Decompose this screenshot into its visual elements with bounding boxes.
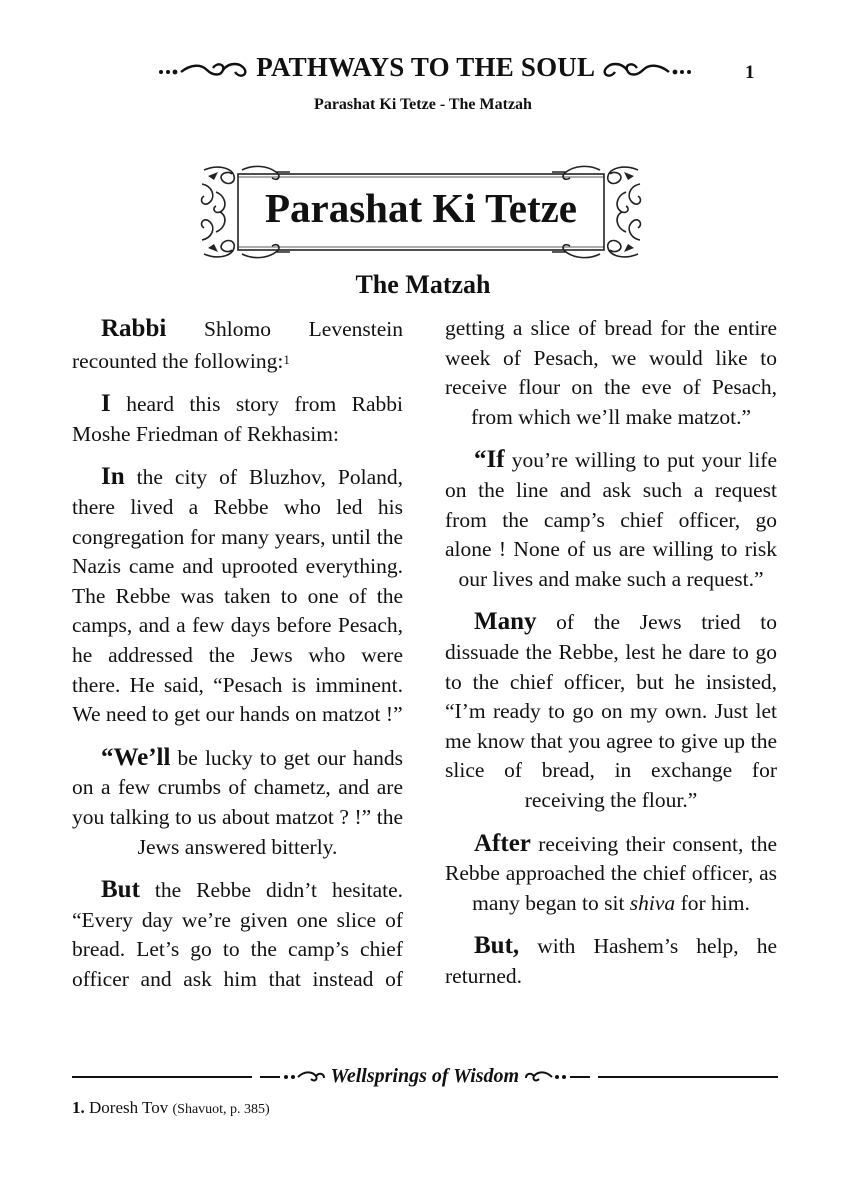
paragraph-lead-word: After (474, 829, 531, 857)
left-swash-ornament-icon (157, 60, 249, 80)
paragraph (445, 445, 777, 594)
paragraph-lead-word: Many (474, 608, 537, 636)
footnote (72, 1098, 270, 1118)
ornamental-title-frame (198, 162, 644, 262)
paragraph (445, 931, 777, 991)
parasha-title: Parashat Ki Tetze (264, 185, 578, 231)
page-number: 1 (745, 62, 755, 83)
right-column (445, 314, 777, 1004)
paragraph-lead-word: Rabbi (101, 315, 167, 342)
right-swash-ornament-icon (601, 60, 693, 80)
paragraph (445, 314, 777, 432)
paragraph-text: with Hashem’s help, he returned. (445, 934, 777, 988)
left-column (72, 314, 403, 1007)
paragraph-text: the city of Bluzhov, Poland, there lived a Rebbe who led his congregation for many years, until the Nazis came and uprooted everything. The Rebbe was taken to one of the camps, and a few days before Pesach, he addressed the Jews who were there. He said, “Pesach is imminent. We need to get our hands on matzot !” (72, 465, 403, 727)
paragraph-text: be lucky to get our hands on a few crumbs of chametz, and are you talking to us about matzot ? !” the Jews answered bitterly. (72, 745, 403, 859)
footer-left-swash-icon (260, 1069, 326, 1085)
paragraph-lead-word: But, (474, 932, 520, 960)
paragraph-text-tail: for him. (675, 890, 750, 915)
paragraph-italic-word: shiva (629, 890, 676, 915)
paragraph-lead-word: “If (474, 446, 505, 474)
paragraph-text: the Rebbe didn’t hesitate. “Every day we’re given one slice of bread. Let’s go to the camp’s chief officer and ask him that instead of (72, 878, 403, 991)
article-title: The Matzah (355, 270, 491, 299)
footer-ornament-rule (72, 1065, 778, 1089)
paragraph-text: of the Jews tried to dissuade the Rebbe, lest he dare to go to the chief officer, but he insisted, “I’m ready to go on my own. Just let me know that you agree to give up the slice of bread, in exchange for receiving the flour.” (445, 610, 777, 812)
paragraph (72, 462, 403, 729)
running-header (0, 52, 846, 86)
footnote-detail: (Shavuot, p. 385) (172, 1102, 270, 1117)
paragraph-lead-word: I (101, 390, 111, 418)
footnote-number: 1. (72, 1098, 85, 1117)
subheader: Parashat Ki Tetze - The Matzah (314, 96, 532, 113)
paragraph (72, 389, 403, 449)
paragraph-text: you’re willing to put your life on the line and ask such a request from the camp’s chief officer, go alone ! None of us are willing to risk our lives and make such a request.” (445, 448, 777, 591)
footnote-source: Doresh Tov (89, 1098, 169, 1117)
footer-right-swash-icon (524, 1069, 590, 1085)
paragraph (445, 829, 777, 919)
paragraph-text: receiving their consent, the Rebbe approached the chief officer, as many began to sit (445, 831, 777, 915)
paragraph (72, 743, 403, 862)
paragraph-lead-word: “We’ll (101, 743, 171, 771)
paragraph (72, 875, 403, 994)
footnote-reference[interactable]: 1 (283, 351, 290, 367)
paragraph-lead-word: But (101, 876, 140, 904)
footer-ornament-text: Wellsprings of Wisdom (330, 1065, 520, 1087)
paragraph (445, 607, 777, 815)
paragraph-text: Shlomo Levenstein recounted the following: (72, 317, 403, 373)
footer-ornament (72, 1065, 778, 1088)
running-title-text: PATHWAYS TO THE SOUL (256, 52, 594, 82)
paragraph-lead-word: In (101, 463, 125, 491)
running-title (130, 52, 720, 83)
paragraph-text: heard this story from Rabbi Moshe Friedman of Rekhasim: (72, 392, 403, 446)
paragraph (72, 314, 403, 376)
paragraph-text: getting a slice of bread for the entire week of Pesach, we would like to receive flour on the eve of Pesach, from which we’ll make matzot.” (445, 316, 777, 429)
